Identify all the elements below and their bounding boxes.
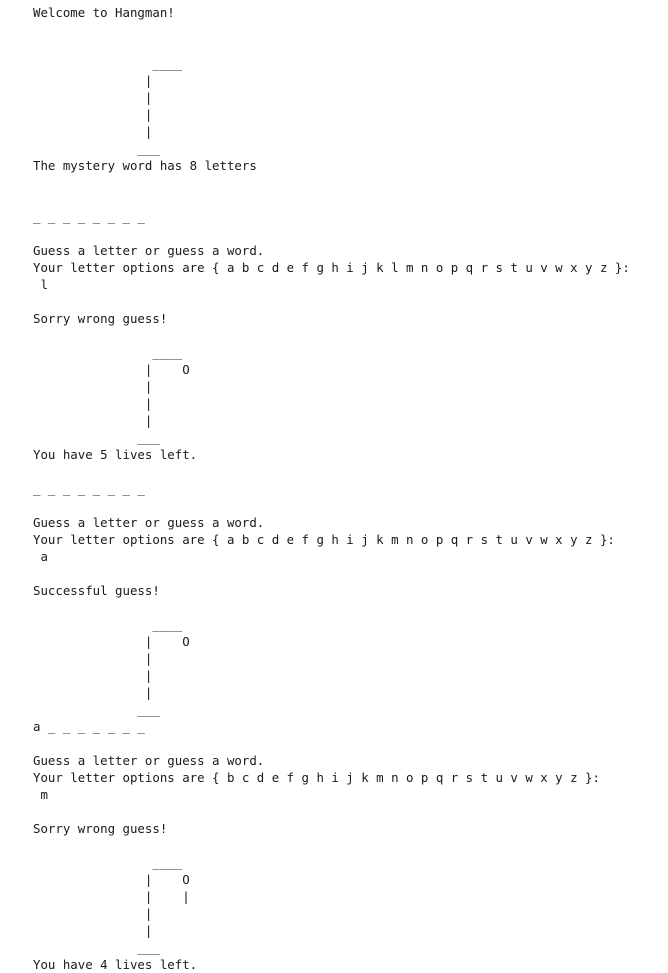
terminal-line: Your letter options are { a b c d e f g h i j k l m n o p q r s t u v w x y z }: (33, 260, 630, 275)
terminal-line (33, 21, 663, 38)
terminal-line (33, 735, 663, 752)
terminal-line: | O (33, 362, 190, 377)
terminal-line: a _ _ _ _ _ _ _ (33, 719, 145, 734)
terminal-line: Welcome to Hangman! (33, 5, 175, 20)
terminal-line: | (33, 906, 153, 921)
terminal-line: | (33, 107, 153, 122)
terminal-line: | (33, 124, 153, 139)
terminal-line: Guess a letter or guess a word. (33, 243, 265, 258)
terminal-line (33, 497, 663, 514)
terminal-line: Guess a letter or guess a word. (33, 515, 265, 530)
terminal-line: ___ (33, 141, 160, 156)
terminal-line: You have 4 lives left. (33, 957, 198, 972)
terminal-line: a (33, 549, 48, 564)
terminal-line: | O (33, 872, 190, 887)
terminal-line: ____ (33, 855, 183, 870)
terminal-line: ___ (33, 940, 160, 955)
terminal-line: Successful guess! (33, 583, 160, 598)
terminal-line (33, 599, 663, 616)
terminal-line: Your letter options are { a b c d e f g h i j k m n o p q r s t u v w x y z }: (33, 532, 615, 547)
terminal-line: ____ (33, 617, 183, 632)
terminal-line (33, 38, 663, 55)
terminal-line: m (33, 787, 48, 802)
terminal-line: | (33, 90, 153, 105)
terminal-line: _ _ _ _ _ _ _ _ (33, 481, 145, 496)
terminal-line: l (33, 277, 48, 292)
terminal-line (33, 225, 663, 242)
terminal-line: ____ (33, 345, 183, 360)
terminal-line: | O (33, 634, 190, 649)
terminal-line: | (33, 651, 153, 666)
terminal-line: | (33, 396, 153, 411)
terminal-line (33, 803, 663, 820)
terminal-line: ___ (33, 430, 160, 445)
terminal-line (33, 463, 663, 480)
terminal-line: | (33, 685, 153, 700)
terminal-line: ___ (33, 702, 160, 717)
terminal-line: Sorry wrong guess! (33, 311, 168, 326)
terminal-line (33, 837, 663, 854)
terminal-line (33, 327, 663, 344)
terminal-output (33, 4, 663, 973)
terminal-line (33, 565, 663, 582)
terminal-line: Guess a letter or guess a word. (33, 753, 265, 768)
terminal-line: The mystery word has 8 letters (33, 158, 257, 173)
terminal-line: You have 5 lives left. (33, 447, 198, 462)
terminal-line (33, 191, 663, 208)
terminal-line: | (33, 923, 153, 938)
terminal-line (33, 174, 663, 191)
terminal-line: | | (33, 889, 190, 904)
terminal-line: _ _ _ _ _ _ _ _ (33, 209, 145, 224)
terminal-line: | (33, 413, 153, 428)
terminal-line: | (33, 73, 153, 88)
terminal-line: ____ (33, 56, 183, 71)
terminal-line: Sorry wrong guess! (33, 821, 168, 836)
terminal-line: | (33, 379, 153, 394)
terminal-line (33, 293, 663, 310)
terminal-line: Your letter options are { b c d e f g h i j k m n o p q r s t u v w x y z }: (33, 770, 600, 785)
terminal-line: | (33, 668, 153, 683)
